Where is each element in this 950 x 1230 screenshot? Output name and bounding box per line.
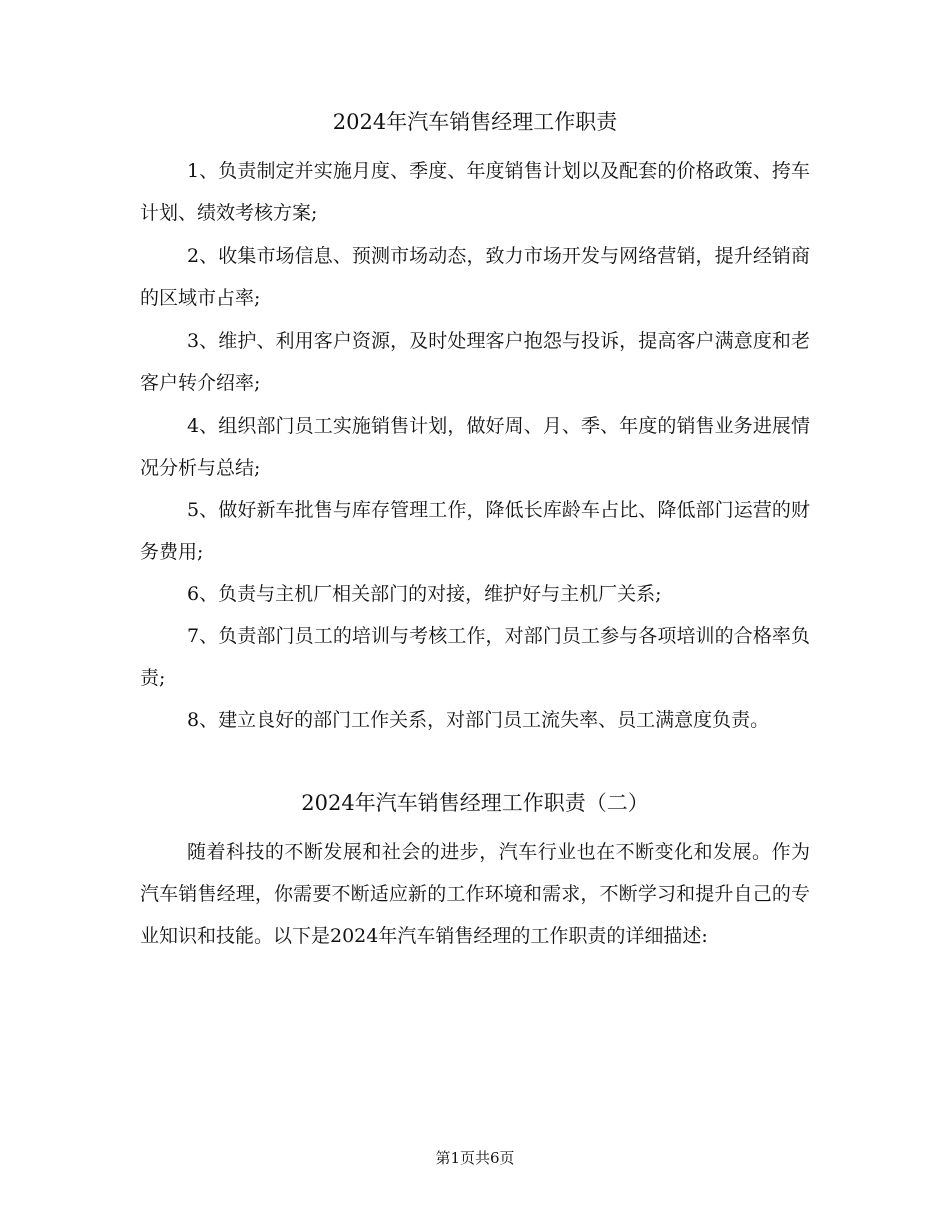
duty-item-2: 2、收集市场信息、预测市场动态，致力市场开发与网络营销，提升经销商的区域市占率;: [140, 245, 810, 309]
duty-item-8: 8、建立良好的部门工作关系，对部门员工流失率、员工满意度负责。: [187, 709, 770, 731]
page-number: 第1页共6页: [435, 1149, 515, 1167]
duty-item-1: 1、负责制定并实施月度、季度、年度销售计划以及配套的价格政策、挎车计划、绩效考核方案;: [140, 160, 810, 224]
intro-paragraph: 随着科技的不断发展和社会的进步，汽车行业也在不断变化和发展。作为汽车销售经理，你需要不断适应新的工作环境和需求，不断学习和提升自己的专业知识和技能。以下是2024年汽车销售经理的工作职责的详细描述:: [140, 841, 810, 947]
duty-item-4: 4、组织部门员工实施销售计划，做好周、月、季、年度的销售业务进展情况分析与总结;: [140, 415, 810, 479]
duty-item-6: 6、负责与主机厂相关部门的对接，维护好与主机厂关系;: [187, 583, 662, 605]
duty-item-5: 5、做好新车批售与库存管理工作，降低长库龄车占比、降低部门运营的财务费用;: [140, 499, 810, 563]
duty-item-7: 7、负责部门员工的培训与考核工作，对部门员工参与各项培训的合格率负责;: [140, 625, 810, 689]
duty-item-3: 3、维护、利用客户资源，及时处理客户抱怨与投诉，提高客户满意度和老客户转介绍率;: [140, 330, 810, 394]
document-title: 2024年汽车销售经理工作职责: [332, 110, 618, 134]
section-subtitle: 2024年汽车销售经理工作职责（二）: [301, 791, 649, 815]
